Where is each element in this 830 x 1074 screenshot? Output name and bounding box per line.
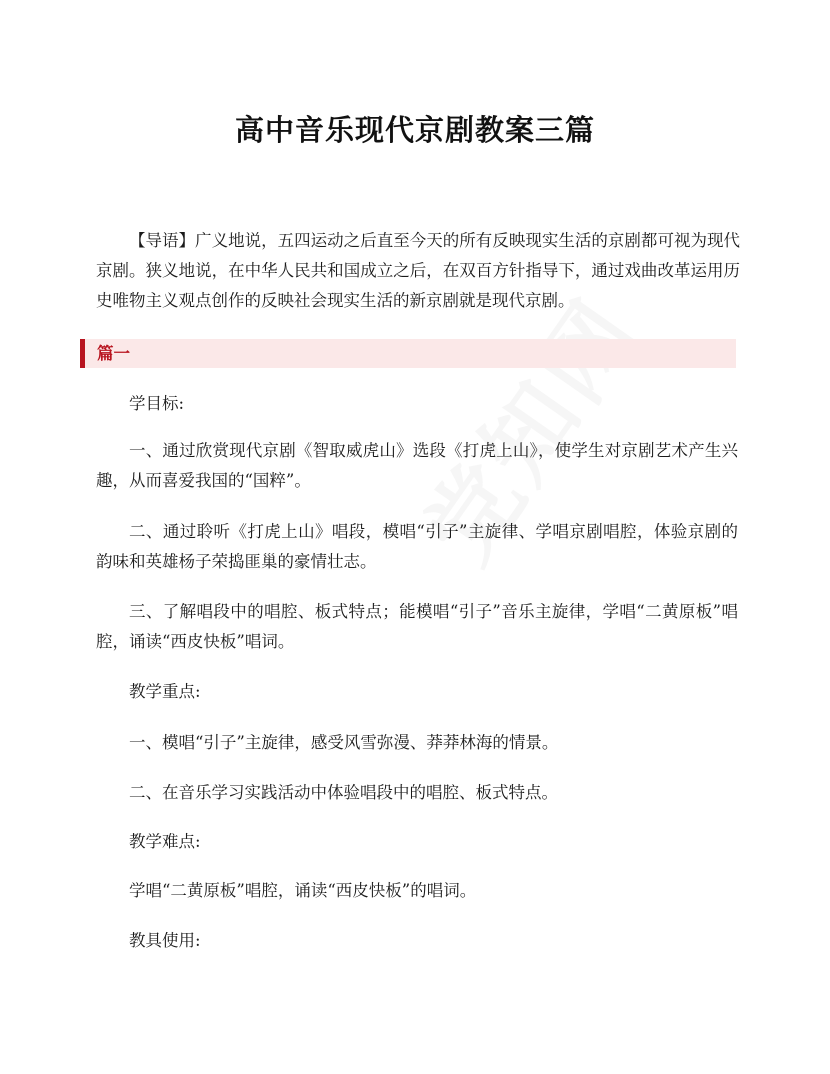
objective-item-3: 三、了解唱段中的唱腔、板式特点；能模唱“引子”音乐主旋律，学唱“二黄原板”唱腔，诵读“西皮快板”唱词。 bbox=[96, 602, 738, 651]
key-points-heading: 教学重点: bbox=[129, 682, 201, 701]
difficulty-item-1: 学唱“二黄原板”唱腔，诵读“西皮快板”的唱词。 bbox=[129, 881, 477, 900]
difficulties-heading: 教学难点: bbox=[129, 832, 201, 851]
section-title: 篇一 bbox=[97, 344, 130, 363]
page-title: 高中音乐现代京剧教案三篇 bbox=[234, 113, 595, 147]
section-accent-bar bbox=[80, 339, 85, 368]
key-point-item-1: 一、模唱“引子”主旋律，感受风雪弥漫、莽莽林海的情景。 bbox=[129, 733, 559, 752]
objectives-heading: 学目标: bbox=[129, 394, 185, 413]
key-point-item-2: 二、在音乐学习实践活动中体验唱段中的唱腔、板式特点。 bbox=[129, 783, 558, 802]
section-header bbox=[80, 339, 736, 368]
objective-item-1: 一、通过欣赏现代京剧《智取威虎山》选段《打虎上山》，使学生对京剧艺术产生兴趣，从而喜爱我国的“国粹”。 bbox=[96, 441, 738, 490]
objective-item-2: 二、通过聆听《打虎上山》唱段，模唱“引子”主旋律、学唱京剧唱腔，体验京剧的韵味和英雄杨子荣捣匪巢的豪情壮志。 bbox=[96, 522, 738, 571]
teaching-aids-heading: 教具使用: bbox=[129, 931, 201, 950]
intro-paragraph: 【导语】广义地说，五四运动之后直至今天的所有反映现实生活的京剧都可视为现代京剧。狭义地说，在中华人民共和国成立之后，在双百方针指导下，通过戏曲改革运用历史唯物主义观点创作的反映社会现实生活的新京剧就是现代京剧。 bbox=[96, 231, 740, 310]
